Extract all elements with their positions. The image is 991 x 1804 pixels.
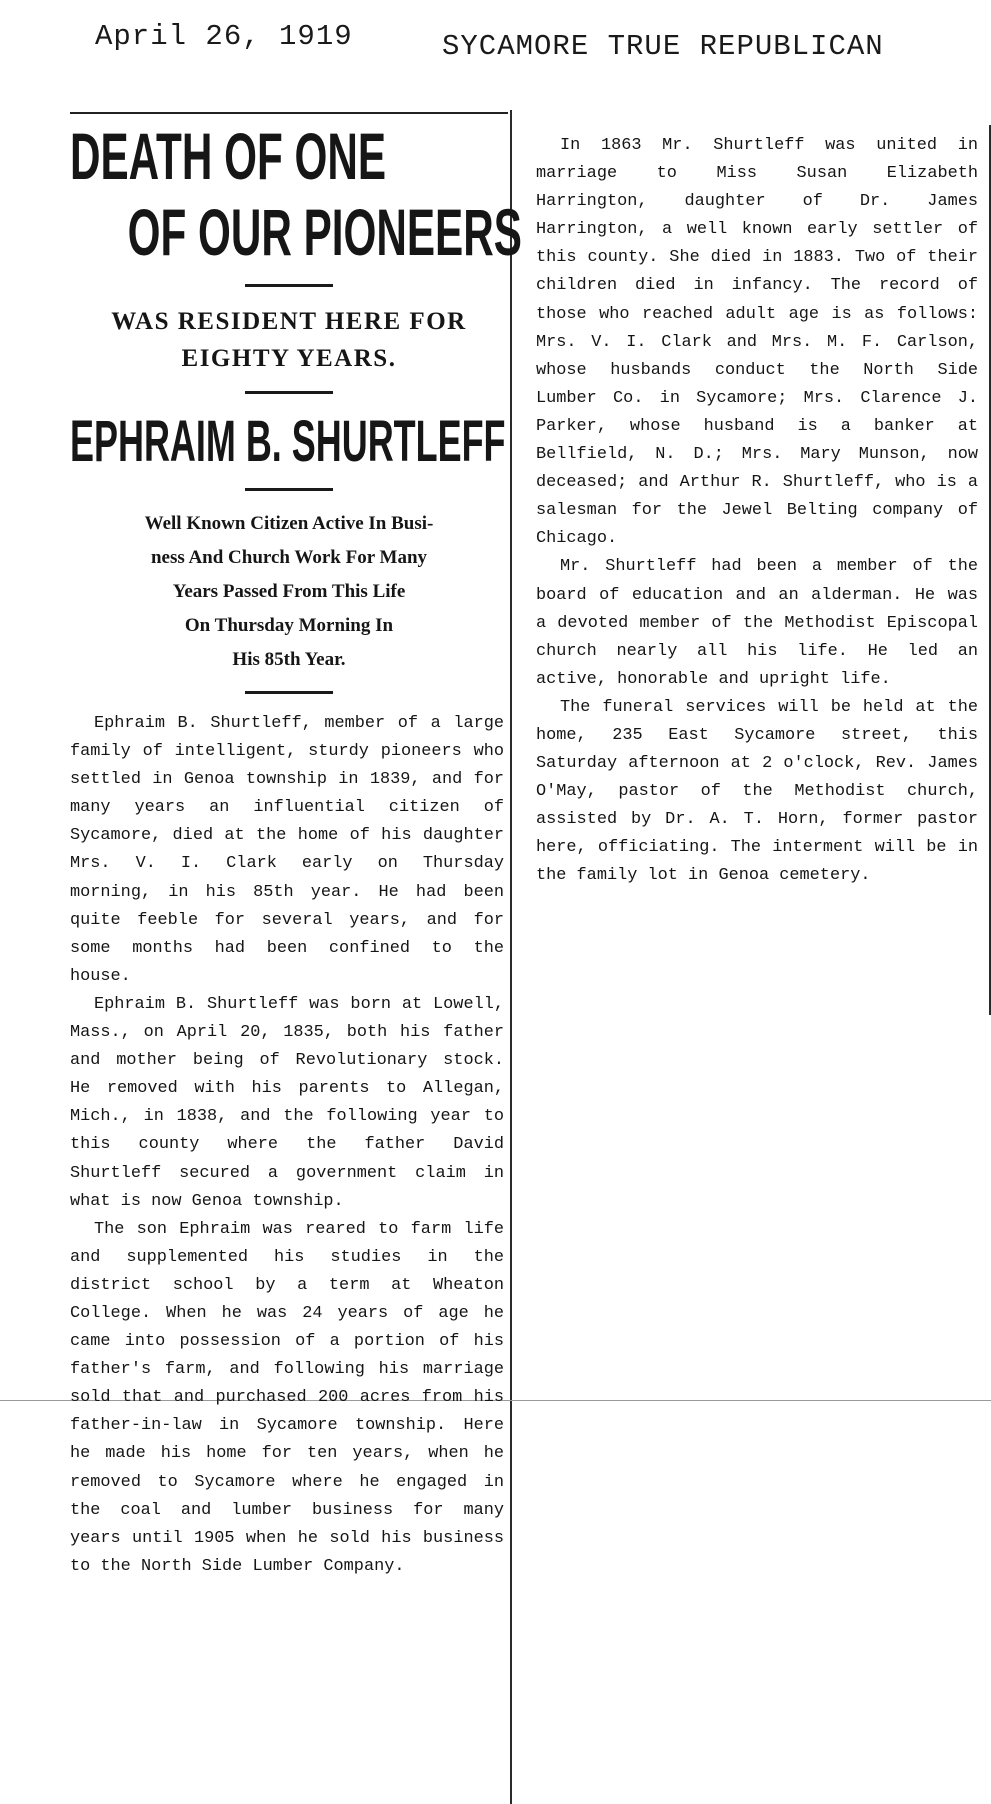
column-rule [510,110,512,1804]
paragraph-funeral: The funeral services will be held at the home, 235 East Sycamore street, this Saturday afternoon at 2 o'clock, Rev. James O'May, pastor of the Methodist church, assisted by Dr. A. T. Horn, former pastor here, officiating. The interment will be in the family lot in Genoa cemetery. [536,697,978,886]
paragraph-marriage: In 1863 Mr. Shurtleff was united in marriage to Miss Susan Elizabeth Harrington, daughter of Dr. James Harrington, a well known early settler of this county. She died in 1883. Two of their children died in infancy. The record of those who reached adult age is as follows: Mrs. V. I. Clark and Mrs. M. F. Carlson, whose husbands conduct the North Side Lumber Co. in Sycamore; Mrs. Clarence J. Parker, whose husband is a banker at Bellfield, N. D.; Mrs. Mary Munson, now deceased; and Arthur R. Shurtleff, who is a salesman for the Jewel Belting company of Chicago. [536,136,978,549]
paragraph-career: The son Ephraim was reared to farm life and supplemented his studies in the district school by a term at Wheaton College. When he was 24 years of age he came into possession of a portion of his father's farm, and following his marriage sold that and purchased 200 acres from his father-in-law in Sycamore township. Here he made his home for ten years, when he removed to Sycamore where he engaged in the coal and lumber business for many years until 1905 when he sold his business to the North Side Lumber Company. [70,1219,504,1576]
paragraph-obituary-intro: Ephraim B. Shurtleff, member of a large family of intelligent, sturdy pioneers who settled in Genoa township in 1839, and for many years an influential citizen of Sycamore, died at the home of his daughter Mrs. V. I. Clark early on Thursday morning, in his 85th year. He had been quite feeble for several years, and for some months had been confined to the house. [70,714,504,986]
deck-line: Years Passed From This Life [172,581,406,602]
paragraph-civic: Mr. Shurtleff had been a member of the board of education and an alderman. He was a devoted member of the Methodist Episcopal church nearly all his life. He led an active, honorable and upright life. [536,557,978,689]
deck-line: ness And Church Work For Many [150,547,428,568]
clipping-header [0,20,991,63]
article-body-left [70,710,508,1581]
deck-dash [245,691,333,694]
left-column [70,118,522,1581]
deck-line: His 85th Year. [232,649,346,670]
right-column [536,132,978,891]
newspaper-name: SYCAMORE TRUE REPUBLICAN [442,30,884,63]
headline-line-2: OF OUR PIONEERS [127,195,522,269]
deck-headline [94,507,484,677]
subheadline: WAS RESIDENT HERE FOR EIGHTY YEARS. [111,308,467,372]
deck-line: On Thursday Morning In [184,615,394,636]
subhead-dash [245,391,333,394]
name-dash [245,488,333,491]
name-headline: EPHRAIM B. SHURTLEFF [70,409,506,474]
deck-line: Well Known Citizen Active In Busi- [144,513,434,534]
paragraph-birth: Ephraim B. Shurtleff was born at Lowell, Mass., on April 20, 1835, both his father and mother being of Revolutionary stock. He removed with his parents to Allegan, Mich., in 1838, and the following year to this county where the father David Shurtleff secured a government claim in what is now Genoa township. [70,994,504,1211]
headline-dash [245,284,333,287]
main-headline [70,118,522,270]
publication-date: April 26, 1919 [95,20,353,53]
top-rule [70,112,508,114]
headline-line-1: DEATH OF ONE [70,119,387,193]
article-body-right [536,132,978,891]
